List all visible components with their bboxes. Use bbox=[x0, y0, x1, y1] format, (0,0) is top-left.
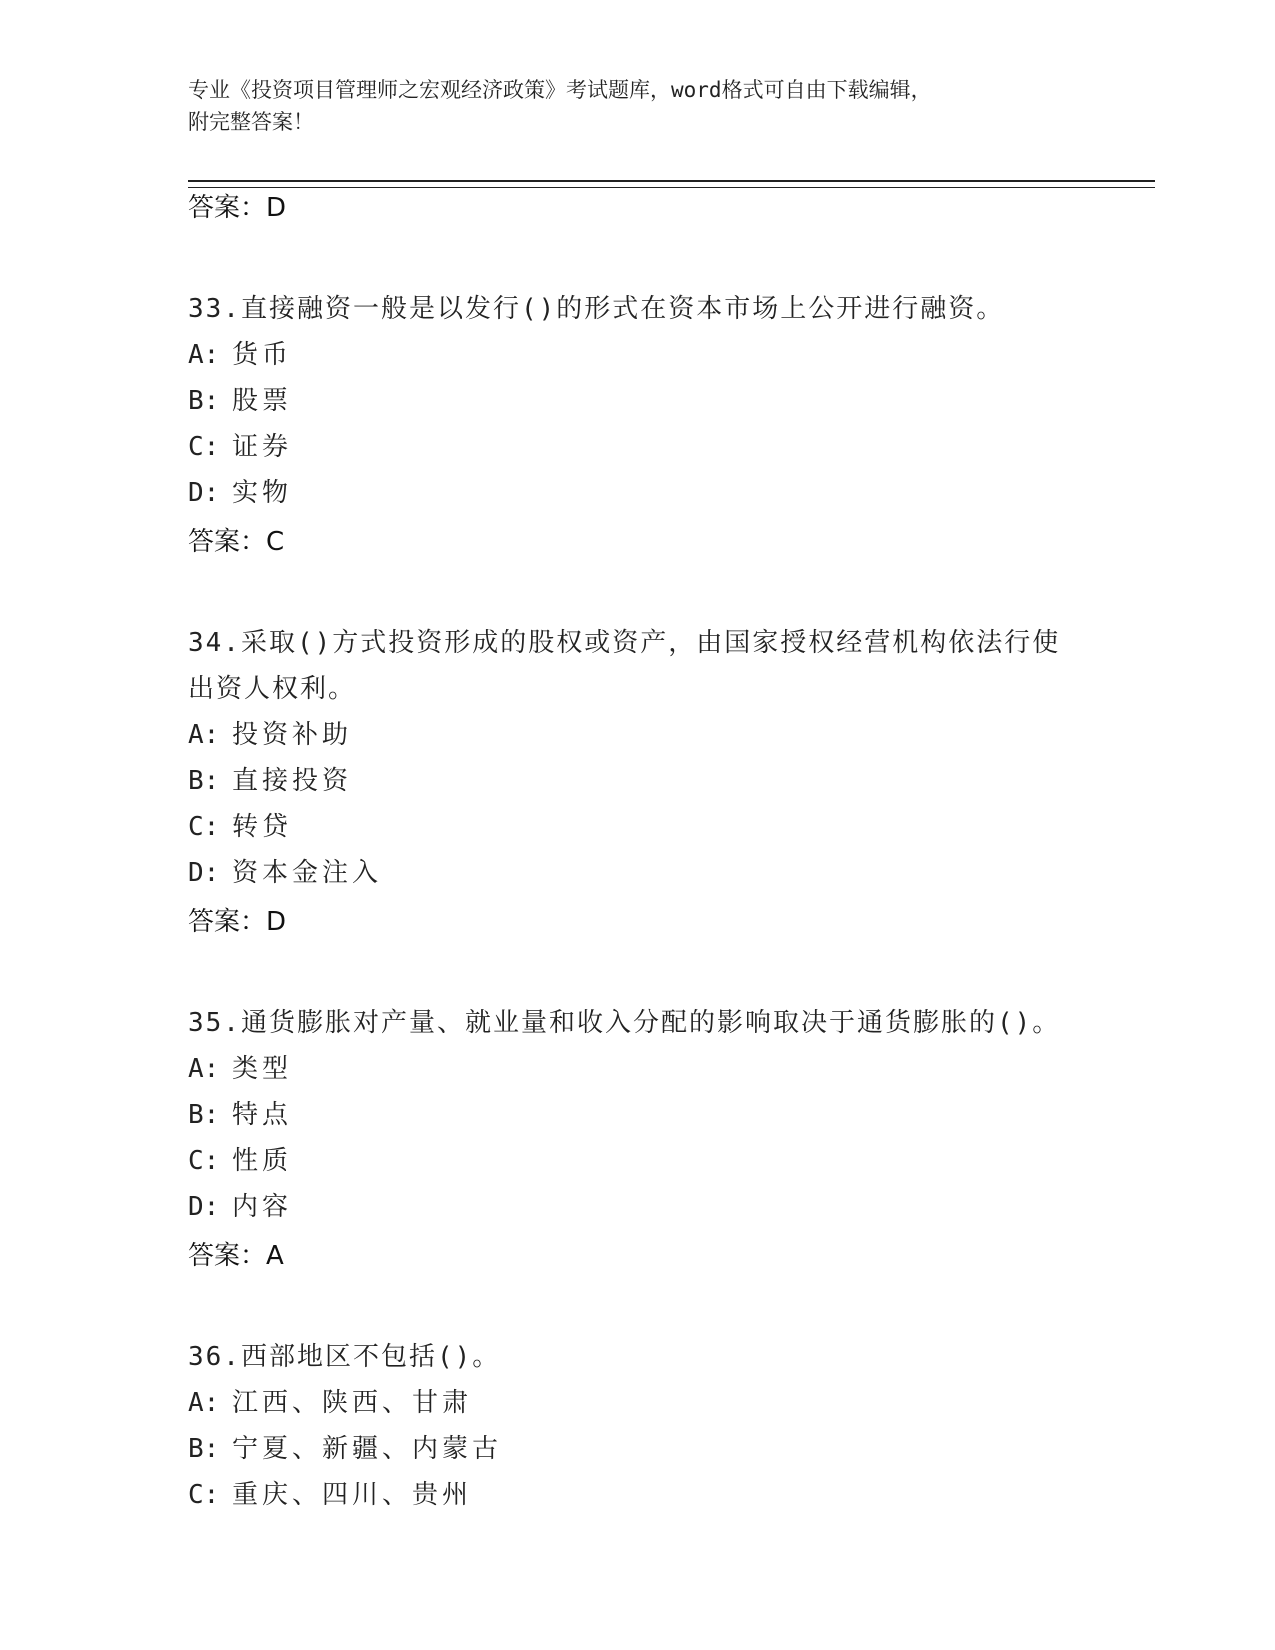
header-intro-line-1: 专业《投资项目管理师之宏观经济政策》考试题库，word格式可自由下载编辑， bbox=[188, 78, 932, 102]
question-list bbox=[188, 192, 1088, 1518]
option-text: 资本金注入 bbox=[232, 858, 383, 888]
option-letter: A: bbox=[188, 720, 220, 750]
option-d bbox=[188, 1184, 1088, 1230]
question-item bbox=[188, 1334, 1088, 1518]
question-item bbox=[188, 286, 1088, 558]
option-a bbox=[188, 1380, 1088, 1426]
question-item bbox=[188, 1000, 1088, 1272]
option-a bbox=[188, 1046, 1088, 1092]
option-letter: C: bbox=[188, 812, 220, 842]
option-text: 内容 bbox=[232, 1192, 293, 1222]
answer-line: 答案：A bbox=[188, 1241, 284, 1271]
option-text: 类型 bbox=[232, 1054, 293, 1084]
header-divider bbox=[188, 180, 1155, 188]
option-letter: A: bbox=[188, 1388, 220, 1418]
option-letter: C: bbox=[188, 1480, 220, 1510]
answer-line: 答案：D bbox=[188, 193, 287, 223]
question-text: 33.直接融资一般是以发行()的形式在资本市场上公开进行融资。 bbox=[188, 294, 1005, 324]
option-text: 直接投资 bbox=[232, 766, 353, 796]
option-letter: B: bbox=[188, 1100, 220, 1130]
option-text: 性质 bbox=[232, 1146, 293, 1176]
answer-line: 答案：D bbox=[188, 907, 287, 937]
question-text: 36.西部地区不包括()。 bbox=[188, 1342, 501, 1372]
option-text: 特点 bbox=[232, 1100, 293, 1130]
option-text: 转贷 bbox=[232, 812, 293, 842]
option-letter: C: bbox=[188, 1146, 220, 1176]
option-b bbox=[188, 1426, 1088, 1472]
option-text: 投资补助 bbox=[232, 720, 353, 750]
option-d bbox=[188, 470, 1088, 516]
option-letter: D: bbox=[188, 1192, 220, 1222]
document-header bbox=[188, 74, 1068, 138]
option-letter: B: bbox=[188, 766, 220, 796]
option-letter: C: bbox=[188, 432, 220, 462]
option-b bbox=[188, 378, 1088, 424]
option-d bbox=[188, 850, 1088, 896]
option-letter: B: bbox=[188, 386, 220, 416]
option-c bbox=[188, 424, 1088, 470]
option-c bbox=[188, 1138, 1088, 1184]
option-text: 重庆、四川、贵州 bbox=[232, 1480, 473, 1510]
option-letter: A: bbox=[188, 1054, 220, 1084]
option-c bbox=[188, 1472, 1088, 1518]
option-text: 实物 bbox=[232, 478, 293, 508]
answer-line: 答案：C bbox=[188, 527, 285, 557]
option-a bbox=[188, 712, 1088, 758]
option-b bbox=[188, 758, 1088, 804]
option-letter: D: bbox=[188, 858, 220, 888]
option-text: 证券 bbox=[232, 432, 293, 462]
option-letter: A: bbox=[188, 340, 220, 370]
option-text: 宁夏、新疆、内蒙古 bbox=[232, 1434, 503, 1464]
option-text: 江西、陕西、甘肃 bbox=[232, 1388, 473, 1418]
question-item bbox=[188, 620, 1088, 938]
option-text: 货币 bbox=[232, 340, 293, 370]
option-a bbox=[188, 332, 1088, 378]
question-text: 34.采取()方式投资形成的股权或资产，由国家授权经营机构依法行使出资人权利。 bbox=[188, 628, 1061, 704]
option-letter: D: bbox=[188, 478, 220, 508]
option-letter: B: bbox=[188, 1434, 220, 1464]
option-b bbox=[188, 1092, 1088, 1138]
header-intro-line-2: 附完整答案！ bbox=[188, 110, 314, 134]
option-c bbox=[188, 804, 1088, 850]
option-text: 股票 bbox=[232, 386, 293, 416]
question-text: 35.通货膨胀对产量、就业量和收入分配的影响取决于通货膨胀的()。 bbox=[188, 1008, 1061, 1038]
